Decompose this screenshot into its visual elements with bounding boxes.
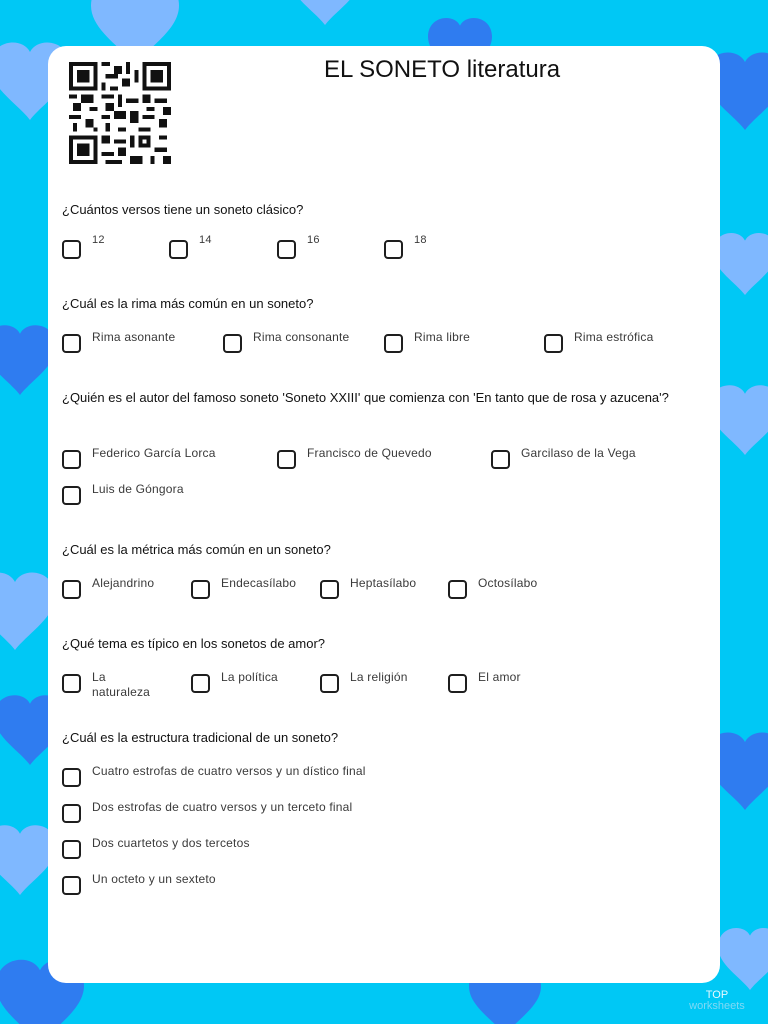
checkbox[interactable]: [62, 240, 81, 259]
question-2-text: ¿Cuál es la rima más común en un soneto?: [62, 296, 314, 311]
heart-icon: [289, 0, 361, 25]
brand-top: TOP: [705, 989, 729, 1001]
heart-icon: [718, 928, 768, 990]
checkbox[interactable]: [191, 580, 210, 599]
checkbox[interactable]: [223, 334, 242, 353]
checkbox[interactable]: [62, 334, 81, 353]
checkbox[interactable]: [384, 334, 403, 353]
checkbox[interactable]: [384, 240, 403, 259]
checkbox[interactable]: [62, 450, 81, 469]
checkbox[interactable]: [62, 768, 81, 787]
qr-code-icon: [66, 62, 174, 164]
checkbox[interactable]: [169, 240, 188, 259]
checkbox[interactable]: [277, 450, 296, 469]
checkbox[interactable]: [191, 674, 210, 693]
question-4-text: ¿Cuál es la métrica más común en un soneto?: [62, 542, 331, 557]
checkbox[interactable]: [62, 840, 81, 859]
checkbox[interactable]: [62, 674, 81, 693]
checkbox[interactable]: [544, 334, 563, 353]
brand-bottom: worksheets: [689, 1000, 745, 1012]
checkbox[interactable]: [320, 674, 339, 693]
checkbox[interactable]: [62, 486, 81, 505]
question-1-text: ¿Cuántos versos tiene un soneto clásico?: [62, 202, 304, 217]
checkbox[interactable]: [277, 240, 296, 259]
checkbox[interactable]: [448, 674, 467, 693]
page-title: EL SONETO literatura: [324, 56, 561, 83]
question-5-text: ¿Qué tema es típico en los sonetos de amor?: [62, 636, 326, 651]
question-6-text: ¿Cuál es la estructura tradicional de un soneto?: [62, 730, 339, 745]
heart-icon: [0, 573, 55, 650]
question-3-text: ¿Quién es el autor del famoso soneto 'Soneto XXIII' que comienza con 'En tanto que de rosa y azucena'?: [62, 390, 669, 405]
checkbox[interactable]: [62, 876, 81, 895]
brand-logo: [672, 990, 762, 1012]
checkbox[interactable]: [491, 450, 510, 469]
checkbox[interactable]: [320, 580, 339, 599]
checkbox[interactable]: [62, 804, 81, 823]
heart-icon: [713, 233, 768, 295]
checkbox[interactable]: [62, 580, 81, 599]
checkbox[interactable]: [448, 580, 467, 599]
